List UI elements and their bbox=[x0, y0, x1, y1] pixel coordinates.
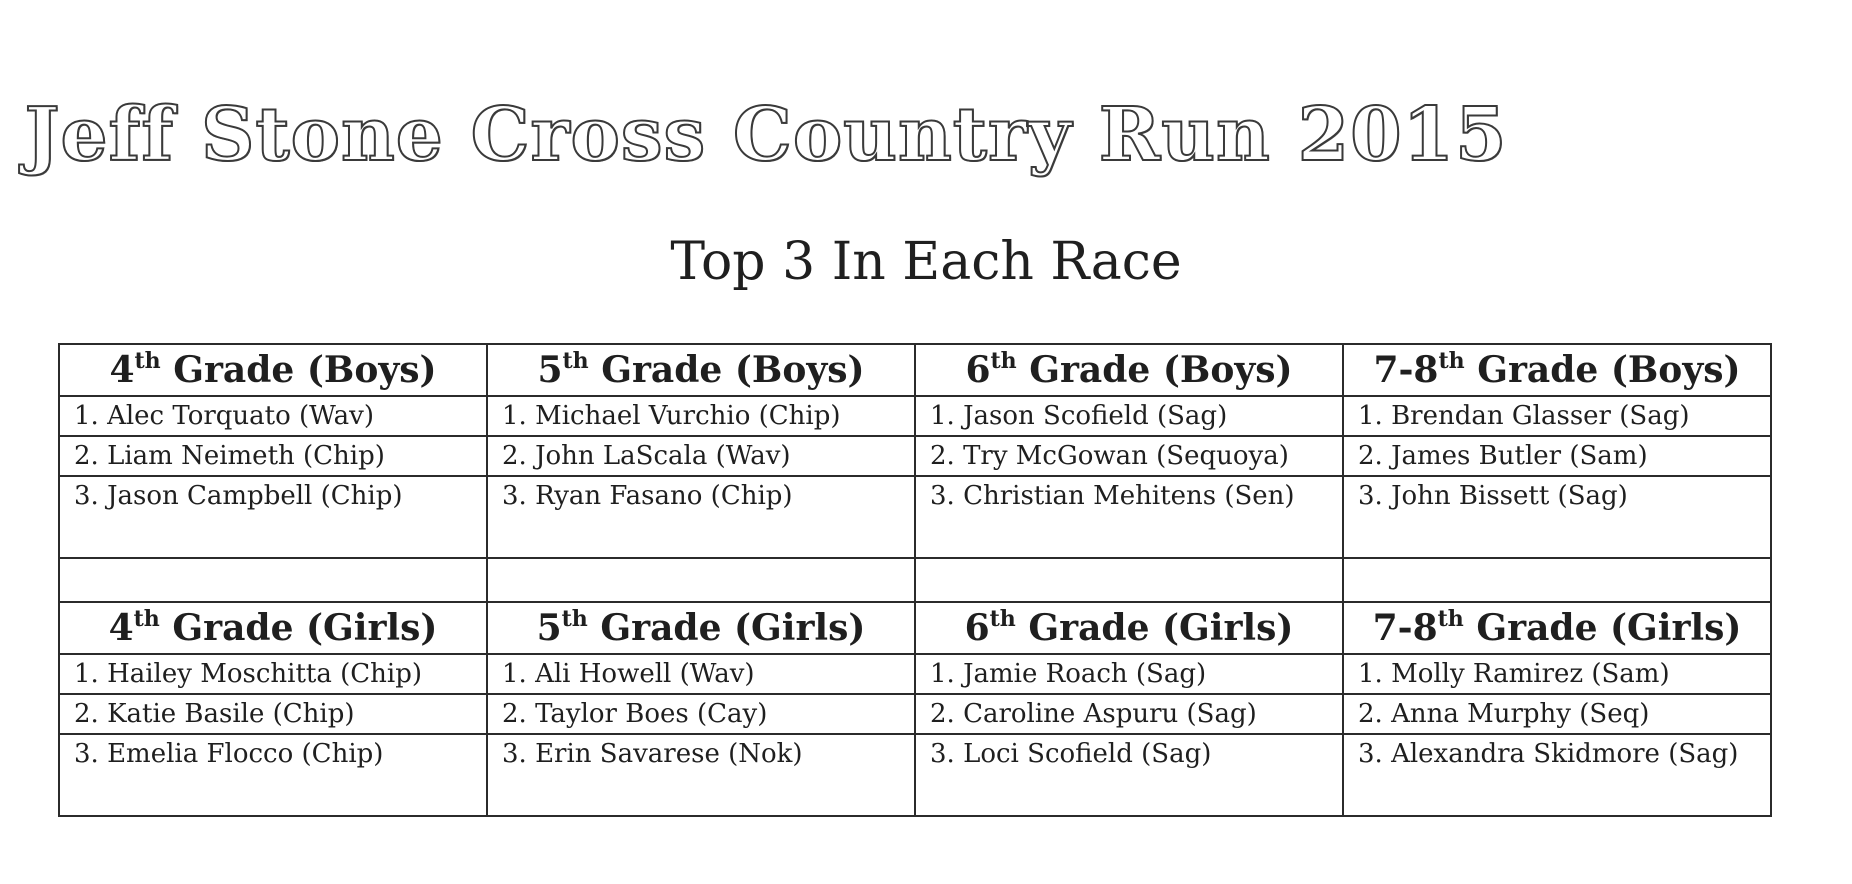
grade-ordinal: th bbox=[989, 606, 1016, 632]
result-cell: 3. Christian Mehitens (Sen) bbox=[915, 476, 1343, 558]
header-cell-girls-7-8 bbox=[1343, 602, 1771, 654]
grade-ordinal: th bbox=[990, 348, 1017, 374]
grade-ordinal: th bbox=[1438, 348, 1465, 374]
table-row bbox=[59, 396, 1771, 436]
table-row bbox=[59, 654, 1771, 694]
empty-cell bbox=[487, 558, 915, 602]
grade-label: Grade (Girls) bbox=[1476, 607, 1742, 649]
header-cell-boys-6 bbox=[915, 344, 1343, 396]
boys-header-row bbox=[59, 344, 1771, 396]
spacer-row bbox=[59, 558, 1771, 602]
header-cell-girls-5 bbox=[487, 602, 915, 654]
result-cell: 2. Anna Murphy (Seq) bbox=[1343, 694, 1771, 734]
table-row bbox=[59, 476, 1771, 558]
results-table bbox=[58, 343, 1772, 817]
grade-label: Grade (Boys) bbox=[1477, 349, 1741, 391]
girls-header-row bbox=[59, 602, 1771, 654]
result-cell: 3. Ryan Fasano (Chip) bbox=[487, 476, 915, 558]
result-cell: 2. Taylor Boes (Cay) bbox=[487, 694, 915, 734]
result-cell: 2. Katie Basile (Chip) bbox=[59, 694, 487, 734]
result-cell: 2. Liam Neimeth (Chip) bbox=[59, 436, 487, 476]
empty-cell bbox=[915, 558, 1343, 602]
result-cell: 1. Jamie Roach (Sag) bbox=[915, 654, 1343, 694]
table-row bbox=[59, 694, 1771, 734]
result-cell: 1. Hailey Moschitta (Chip) bbox=[59, 654, 487, 694]
grade-ordinal: th bbox=[561, 606, 588, 632]
grade-ordinal: th bbox=[134, 348, 161, 374]
result-cell: 2. Caroline Aspuru (Sag) bbox=[915, 694, 1343, 734]
result-cell: 1. Jason Scofield (Sag) bbox=[915, 396, 1343, 436]
grade-label: Grade (Girls) bbox=[172, 607, 438, 649]
grade-ordinal: th bbox=[562, 348, 589, 374]
header-cell-girls-6 bbox=[915, 602, 1343, 654]
header-cell-boys-4 bbox=[59, 344, 487, 396]
result-cell: 1. Michael Vurchio (Chip) bbox=[487, 396, 915, 436]
empty-cell bbox=[59, 558, 487, 602]
grade-label: Grade (Boys) bbox=[173, 349, 437, 391]
grade-number: 6 bbox=[964, 607, 990, 649]
result-cell: 2. Try McGowan (Sequoya) bbox=[915, 436, 1343, 476]
result-cell: 3. John Bissett (Sag) bbox=[1343, 476, 1771, 558]
result-cell: 1. Ali Howell (Wav) bbox=[487, 654, 915, 694]
grade-number: 4 bbox=[109, 349, 135, 391]
grade-number: 7-8 bbox=[1373, 349, 1439, 391]
header-cell-boys-7-8 bbox=[1343, 344, 1771, 396]
header-cell-girls-4 bbox=[59, 602, 487, 654]
result-cell: 3. Jason Campbell (Chip) bbox=[59, 476, 487, 558]
grade-number: 6 bbox=[965, 349, 991, 391]
grade-label: Grade (Girls) bbox=[1028, 607, 1294, 649]
table-row bbox=[59, 436, 1771, 476]
result-cell: 1. Alec Torquato (Wav) bbox=[59, 396, 487, 436]
result-cell: 3. Emelia Flocco (Chip) bbox=[59, 734, 487, 816]
grade-ordinal: th bbox=[1437, 606, 1464, 632]
grade-ordinal: th bbox=[133, 606, 160, 632]
grade-label: Grade (Girls) bbox=[600, 607, 866, 649]
document-subtitle: Top 3 In Each Race bbox=[670, 232, 1182, 292]
header-cell-boys-5 bbox=[487, 344, 915, 396]
result-cell: 1. Molly Ramirez (Sam) bbox=[1343, 654, 1771, 694]
empty-cell bbox=[1343, 558, 1771, 602]
result-cell: 2. James Butler (Sam) bbox=[1343, 436, 1771, 476]
result-cell: 3. Alexandra Skidmore (Sag) bbox=[1343, 734, 1771, 816]
grade-number: 4 bbox=[108, 607, 134, 649]
grade-number: 5 bbox=[537, 349, 563, 391]
grade-label: Grade (Boys) bbox=[1029, 349, 1293, 391]
result-cell: 2. John LaScala (Wav) bbox=[487, 436, 915, 476]
document-title: Jeff Stone Cross Country Run 2015 bbox=[24, 92, 1508, 178]
grade-number: 5 bbox=[536, 607, 562, 649]
grade-label: Grade (Boys) bbox=[601, 349, 865, 391]
result-cell: 3. Loci Scofield (Sag) bbox=[915, 734, 1343, 816]
result-cell: 3. Erin Savarese (Nok) bbox=[487, 734, 915, 816]
table-row bbox=[59, 734, 1771, 816]
result-cell: 1. Brendan Glasser (Sag) bbox=[1343, 396, 1771, 436]
grade-number: 7-8 bbox=[1372, 607, 1438, 649]
